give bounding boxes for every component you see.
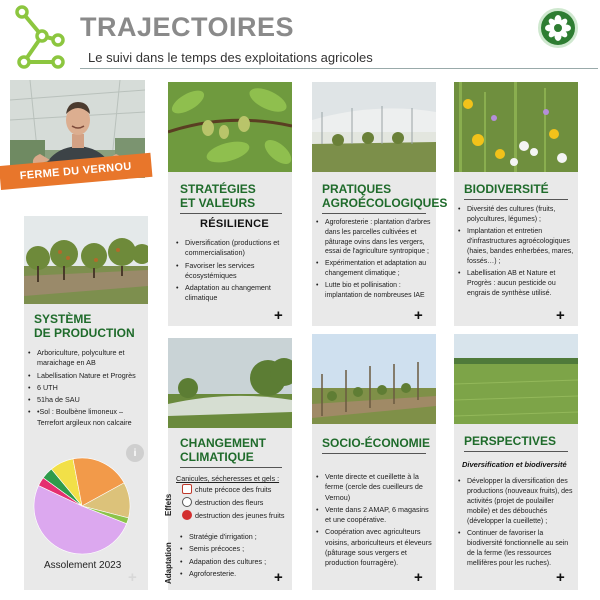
list-item: • Lutte bio et pollinisation : implantation de nombreuses IAE — [316, 281, 434, 301]
biodiversite-divider — [464, 199, 568, 200]
list-item: • Agroforesterie : plantation d'arbres dans les parcelles cultivées et pâturage ovins dans les vergers, essai de l'agriculture syntropique ; — [316, 218, 434, 257]
list-item: • Adaptation au changement climatique — [176, 283, 288, 304]
list-item: • Labellisation AB et Nature et Progrès : aucun pesticide ou engrais de synthèse utilisé. — [458, 269, 576, 299]
list-item: • Vente dans 2 AMAP, 6 magasins et une coopérative. — [316, 505, 432, 526]
socio-title: SOCIO-ÉCONOMIE — [322, 436, 431, 450]
page-subtitle: Le suivi dans le temps des exploitations agricoles — [88, 50, 373, 65]
apple-icon — [182, 510, 192, 520]
effects-label: Effets — [164, 493, 173, 516]
socio-list — [316, 472, 432, 571]
strategies-divider — [180, 213, 282, 214]
effects-heading: Canicules, sécheresses et gels : — [176, 474, 280, 483]
expand-plus-icon[interactable]: + — [274, 307, 283, 324]
expand-plus-icon[interactable]: + — [414, 307, 423, 324]
flower-badge-icon — [538, 8, 578, 48]
flower-icon — [182, 497, 192, 507]
changement-title: CHANGEMENT CLIMATIQUE — [180, 436, 266, 464]
biodiversite-list — [458, 205, 576, 301]
list-item: • Diversité des cultures (fruits, polycultures, légumes) ; — [458, 205, 576, 225]
network-logo-icon — [12, 4, 68, 70]
changement-divider — [180, 467, 282, 468]
irrigation-field-photo — [168, 338, 292, 428]
adaptation-label: Adaptation — [164, 542, 173, 584]
list-item: • Agroforesterie. — [180, 569, 288, 579]
perspectives-divider — [464, 451, 568, 452]
list-item: • 51ha de SAU — [28, 395, 144, 405]
list-item: • Vente directe et cueillette à la ferme (cercle des cueilleurs de Vernou) — [316, 472, 432, 503]
expand-plus-icon[interactable]: + — [274, 569, 283, 586]
perspectives-list — [458, 477, 576, 571]
list-item: • •Sol : Boulbène limoneux – Terrefort argileux non calcaire — [28, 407, 144, 428]
list-item: • Coopération avec agriculteurs voisins, arboriculteurs et éleveurs (pâturage sous vergers et production fourragère). — [316, 527, 432, 568]
list-item: • 6 UTH — [28, 383, 144, 393]
list-item: • Favoriser les services écosystémiques — [176, 261, 288, 282]
strategies-title: STRATÉGIES ET VALEURS — [180, 182, 256, 210]
fruit-drop-icon — [182, 484, 192, 494]
meadow-photo — [454, 334, 578, 424]
perspectives-subtitle: Diversification et biodiversité — [462, 460, 567, 469]
list-item: • Stratégie d'irrigation ; — [180, 532, 288, 542]
list-item: • Développer la diversification des productions (nouveaux fruits), des activités (projet de poulailler mobile) et des débouchés (développer la cueillette) ; — [458, 477, 576, 527]
strategies-keyword: RÉSILIENCE — [200, 218, 270, 230]
expand-plus-icon[interactable]: + — [414, 569, 423, 586]
pratiques-list — [316, 218, 434, 302]
list-item: • Diversification (productions et commercialisation) — [176, 238, 288, 259]
info-icon[interactable]: i — [126, 444, 144, 462]
expand-plus-icon[interactable]: + — [556, 307, 565, 324]
list-item: • Adapation des cultures ; — [180, 557, 288, 567]
list-item: • Labellisation Nature et Progrès — [28, 371, 144, 381]
net-orchard-photo — [312, 82, 436, 172]
expand-plus-icon[interactable]: + — [556, 569, 565, 586]
list-item: • Expérimentation et adaptation au changement climatique ; — [316, 259, 434, 279]
orchard-photo — [24, 216, 148, 304]
systeme-title: SYSTÈME DE PRODUCTION — [34, 312, 135, 340]
perspectives-title: PERSPECTIVES — [464, 434, 557, 448]
systeme-list — [28, 348, 144, 430]
expand-plus-icon[interactable]: + — [128, 569, 137, 586]
assolement-pie-chart — [32, 456, 132, 556]
socio-divider — [322, 453, 426, 454]
list-item: • Continuer de favoriser la biodiversité fonctionnelle au sein de la ferme (les ressources mellifères pour les ruches). — [458, 529, 576, 569]
strategies-list — [176, 238, 288, 306]
adaptation-list — [180, 532, 288, 581]
list-item: • Semis précoces ; — [180, 544, 288, 554]
effect-item: destruction des fleurs — [195, 498, 264, 507]
pratiques-divider — [322, 213, 426, 214]
fruit-branch-photo — [168, 82, 292, 172]
effect-item: chute précoce des fruits — [195, 485, 272, 494]
biodiversite-title: BIODIVERSITÉ — [464, 182, 549, 196]
pratiques-title: PRATIQUES AGROÉCOLOGIQUES — [322, 182, 448, 210]
young-orchard-photo — [312, 334, 436, 424]
list-item: • Implantation et entretien d'infrastructures agroécologiques (haies, bandes enherbées, mares, fossés…) ; — [458, 227, 576, 267]
header-divider — [80, 68, 598, 69]
farm-name-banner: FERME DU VERNOU — [0, 153, 152, 190]
assolement-label: Assolement 2023 — [44, 560, 122, 571]
wildflowers-photo — [454, 82, 578, 172]
list-item: • Arboriculture, polyculture et maraichage en AB — [28, 348, 144, 369]
page-title: TRAJECTOIRES — [80, 12, 295, 42]
effect-item: destruction des jeunes fruits — [195, 511, 285, 520]
